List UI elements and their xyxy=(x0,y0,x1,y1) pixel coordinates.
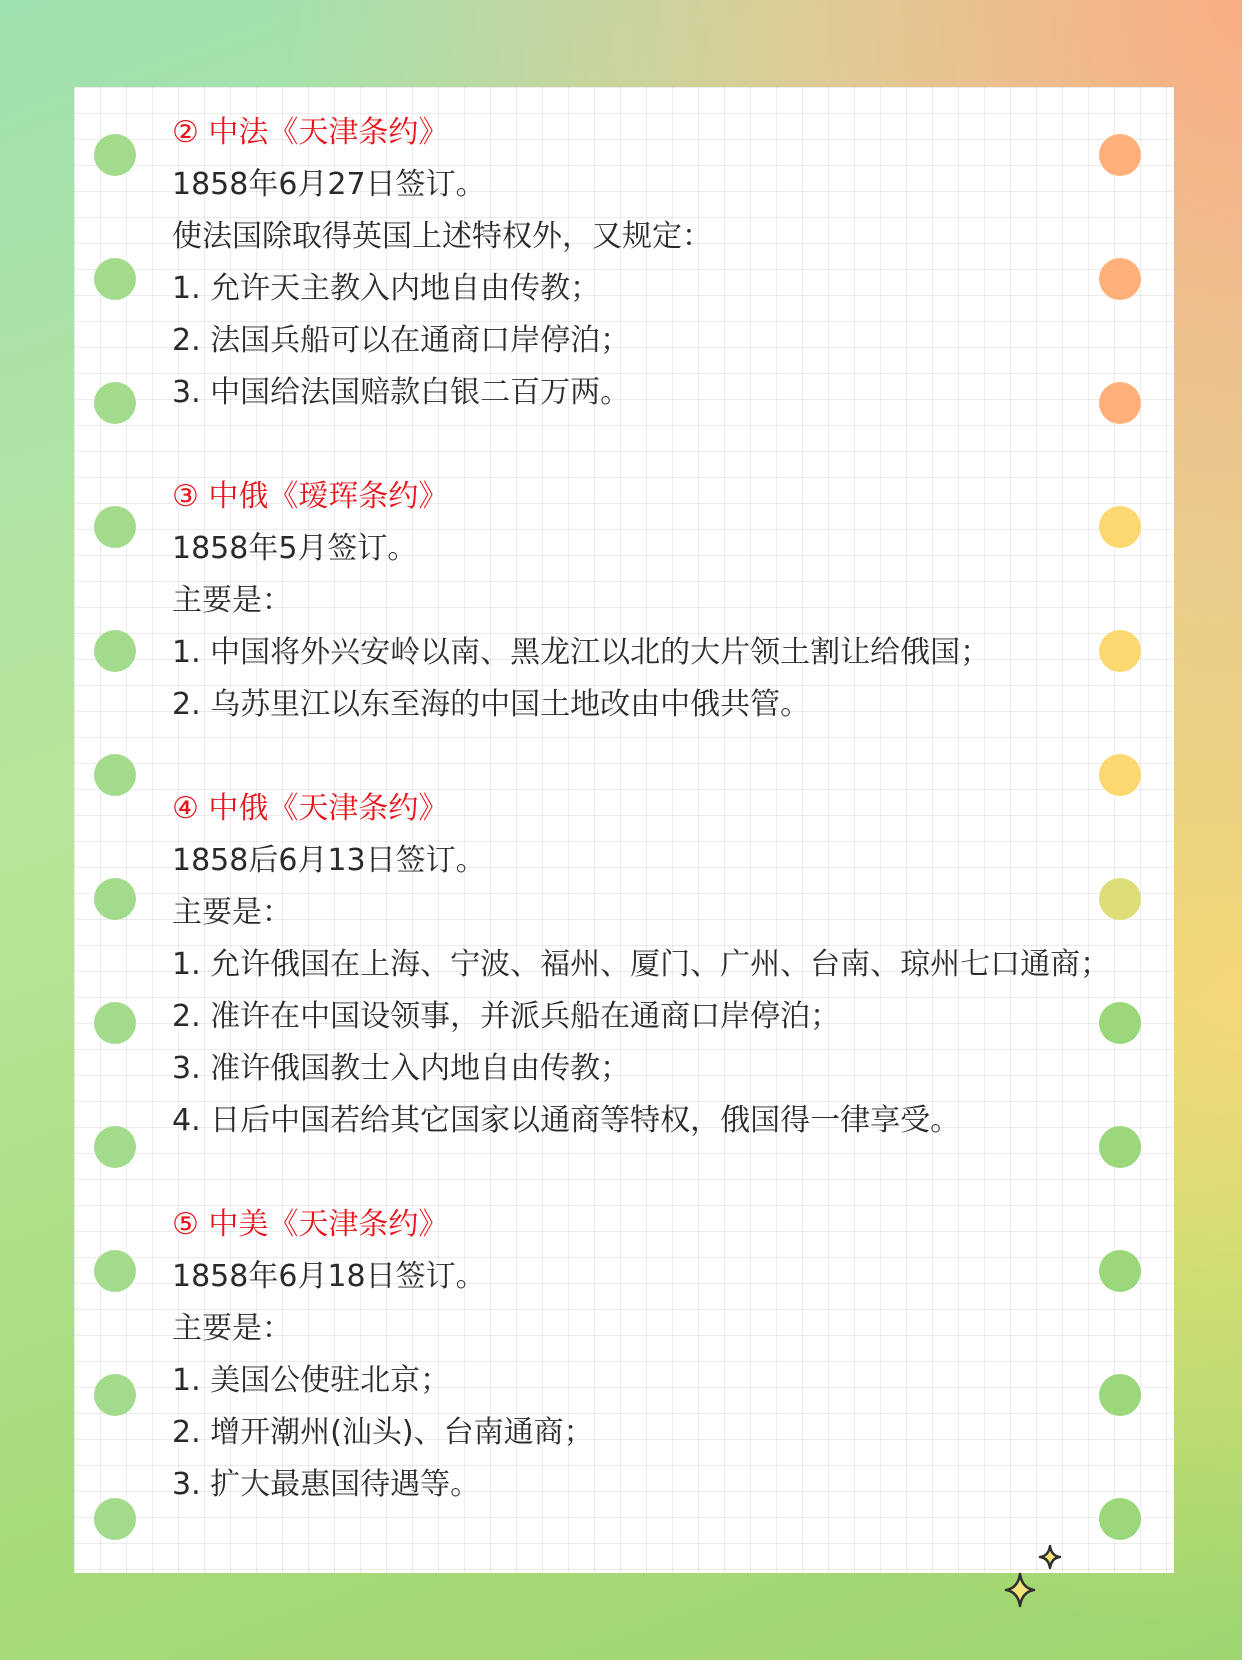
right-binder-dot xyxy=(1099,1250,1141,1292)
note-paper xyxy=(74,87,1174,1573)
treaty-line: 2. 乌苏里江以东至海的中国土地改由中俄共管。 xyxy=(172,687,811,722)
treaty-title: ④ 中俄《天津条约》 xyxy=(172,791,449,826)
treaty-line: 1. 允许天主教入内地自由传教； xyxy=(172,271,601,306)
left-binder-dot xyxy=(94,1126,136,1168)
treaty-line: 主要是： xyxy=(172,895,292,930)
treaty-title: ③ 中俄《瑷珲条约》 xyxy=(172,479,449,514)
treaty-line: 1858后6月13日签订。 xyxy=(172,843,486,878)
left-binder-dot xyxy=(94,630,136,672)
treaty-line: 3. 中国给法国赔款白银二百万两。 xyxy=(172,375,631,410)
right-binder-dot xyxy=(1099,1374,1141,1416)
treaty-section xyxy=(172,471,1152,731)
treaty-title: ② 中法《天津条约》 xyxy=(172,115,449,150)
left-binder-dot xyxy=(94,1250,136,1292)
treaty-line: 3. 准许俄国教士入内地自由传教； xyxy=(172,1051,631,1086)
left-binder-dot xyxy=(94,754,136,796)
right-binder-dot xyxy=(1099,134,1141,176)
right-binder-dot xyxy=(1099,878,1141,920)
right-binder-dot xyxy=(1099,754,1141,796)
left-binder-dot xyxy=(94,382,136,424)
treaty-title: ⑤ 中美《天津条约》 xyxy=(172,1207,449,1242)
left-binder-dot xyxy=(94,878,136,920)
sparkle-icon xyxy=(1000,1540,1070,1610)
right-binder-dot xyxy=(1099,506,1141,548)
treaty-line: 1. 中国将外兴安岭以南、黑龙江以北的大片领土割让给俄国； xyxy=(172,635,991,670)
treaty-line: 2. 准许在中国设领事，并派兵船在通商口岸停泊； xyxy=(172,999,841,1034)
treaty-line: 主要是： xyxy=(172,1311,292,1346)
treaty-line: 使法国除取得英国上述特权外，又规定： xyxy=(172,219,712,254)
left-binder-dot xyxy=(94,1374,136,1416)
treaty-line: 2. 增开潮州(汕头)、台南通商； xyxy=(172,1415,594,1450)
right-binder-dot xyxy=(1099,630,1141,672)
left-binder-dot xyxy=(94,506,136,548)
right-binder-dot xyxy=(1099,382,1141,424)
right-binder-dot xyxy=(1099,258,1141,300)
left-binder-dot xyxy=(94,134,136,176)
treaty-line: 2. 法国兵船可以在通商口岸停泊； xyxy=(172,323,631,358)
treaty-line: 1. 美国公使驻北京； xyxy=(172,1363,451,1398)
treaty-line: 主要是： xyxy=(172,583,292,618)
treaty-section xyxy=(172,1199,1152,1511)
left-binder-dot xyxy=(94,1002,136,1044)
right-binder-dot xyxy=(1099,1002,1141,1044)
treaty-line: 3. 扩大最惠国待遇等。 xyxy=(172,1467,481,1502)
treaty-section xyxy=(172,107,1152,419)
left-binder-dot xyxy=(94,258,136,300)
right-binder-dot xyxy=(1099,1498,1141,1540)
right-binder-dot xyxy=(1099,1126,1141,1168)
treaty-line: 4. 日后中国若给其它国家以通商等特权，俄国得一律享受。 xyxy=(172,1103,961,1138)
left-binder-dot xyxy=(94,1498,136,1540)
treaty-line: 1. 允许俄国在上海、宁波、福州、厦门、广州、台南、琼州七口通商； xyxy=(172,947,1111,982)
treaty-line: 1858年6月27日签订。 xyxy=(172,167,486,202)
treaty-line: 1858年6月18日签订。 xyxy=(172,1259,486,1294)
treaty-section xyxy=(172,783,1152,1147)
treaty-line: 1858年5月签订。 xyxy=(172,531,418,566)
note-content xyxy=(172,107,1152,1511)
